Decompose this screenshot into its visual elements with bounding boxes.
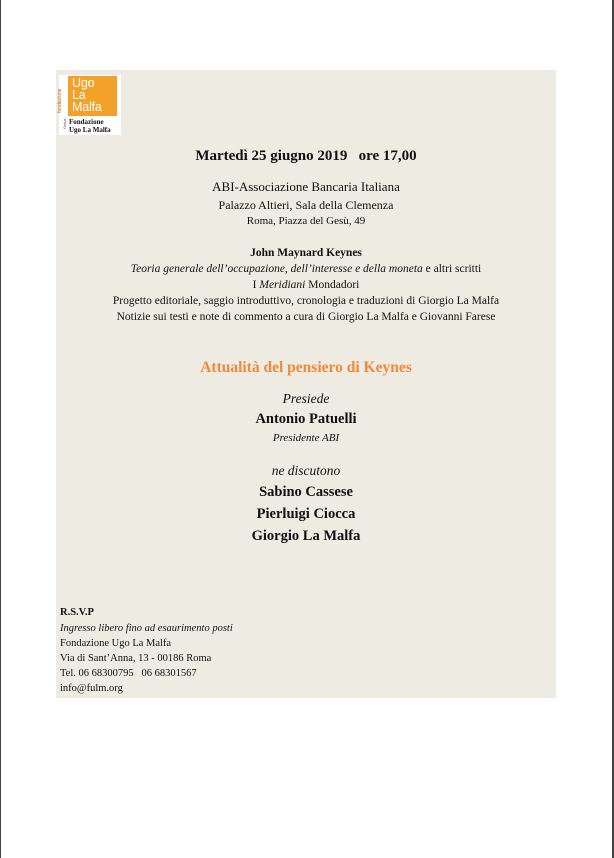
rsvp-note: Ingresso libero fino ad esaurimento posti bbox=[60, 623, 233, 634]
book-credits-line1: Progetto editoriale, saggio introduttivo, cronologia e traduzioni di Giorgio La Malfa bbox=[112, 295, 500, 307]
venue-name: ABI-Associazione Bancaria Italiana bbox=[212, 179, 400, 194]
chair-label: Presiede bbox=[282, 391, 330, 406]
book-title bbox=[56, 263, 556, 275]
logo-orange-block bbox=[68, 76, 117, 116]
page-border-left bbox=[0, 0, 1, 858]
foundation-logo bbox=[59, 75, 121, 135]
book-title-italic: Teoria generale dell’occupazione, dell’interesse e della moneta bbox=[130, 263, 423, 275]
panel-label: ne discutono bbox=[271, 463, 341, 478]
rsvp-org: Fondazione Ugo La Malfa bbox=[60, 638, 172, 649]
panelist: Sabino Cassese bbox=[259, 484, 353, 500]
logo-word-ugo: Ugo bbox=[72, 76, 95, 90]
book-series-suffix: Mondadori bbox=[305, 279, 360, 291]
logo-caption-line2: Ugo La Malfa bbox=[69, 126, 111, 134]
chair-name: Antonio Patuelli bbox=[255, 411, 357, 427]
venue-address: Roma, Piazza del Gesù, 49 bbox=[246, 215, 366, 227]
logo-word-la: La bbox=[72, 88, 86, 102]
book-author: John Maynard Keynes bbox=[250, 247, 362, 259]
logo-caption-line1: Fondazione bbox=[69, 118, 104, 126]
book-series-prefix: I bbox=[252, 279, 260, 291]
rsvp-title: R.S.V.P bbox=[60, 607, 94, 618]
logo-side-text-small: Onlus bbox=[62, 118, 67, 129]
chair-role: Presidente ABI bbox=[272, 432, 340, 444]
program-heading: Attualità del pensiero di Keynes bbox=[200, 359, 412, 376]
book-title-suffix: e altri scritti bbox=[422, 263, 482, 275]
logo-side-text: fondazione bbox=[57, 88, 63, 113]
logo-word-malfa: Malfa bbox=[72, 100, 102, 114]
logo-caption bbox=[69, 118, 111, 134]
book-series-italic: Meridiani bbox=[259, 279, 306, 291]
invitation-card bbox=[56, 70, 556, 698]
rsvp-phone: Tel. 06 68300795 06 68301567 bbox=[60, 668, 197, 679]
book-credits-line2: Notizie sui testi e note di commento a cura di Giorgio La Malfa e Giovanni Farese bbox=[116, 311, 496, 323]
event-date-time: Martedì 25 giugno 2019 ore 17,00 bbox=[195, 148, 417, 164]
panelist: Pierluigi Ciocca bbox=[256, 506, 356, 522]
rsvp-email[interactable]: info@fulm.org bbox=[60, 683, 123, 694]
rsvp-address: Via di Sant’Anna, 13 - 00186 Roma bbox=[60, 653, 212, 664]
panelist: Giorgio La Malfa bbox=[251, 528, 361, 544]
venue-room: Palazzo Altieri, Sala della Clemenza bbox=[218, 198, 394, 212]
book-series bbox=[56, 279, 556, 291]
